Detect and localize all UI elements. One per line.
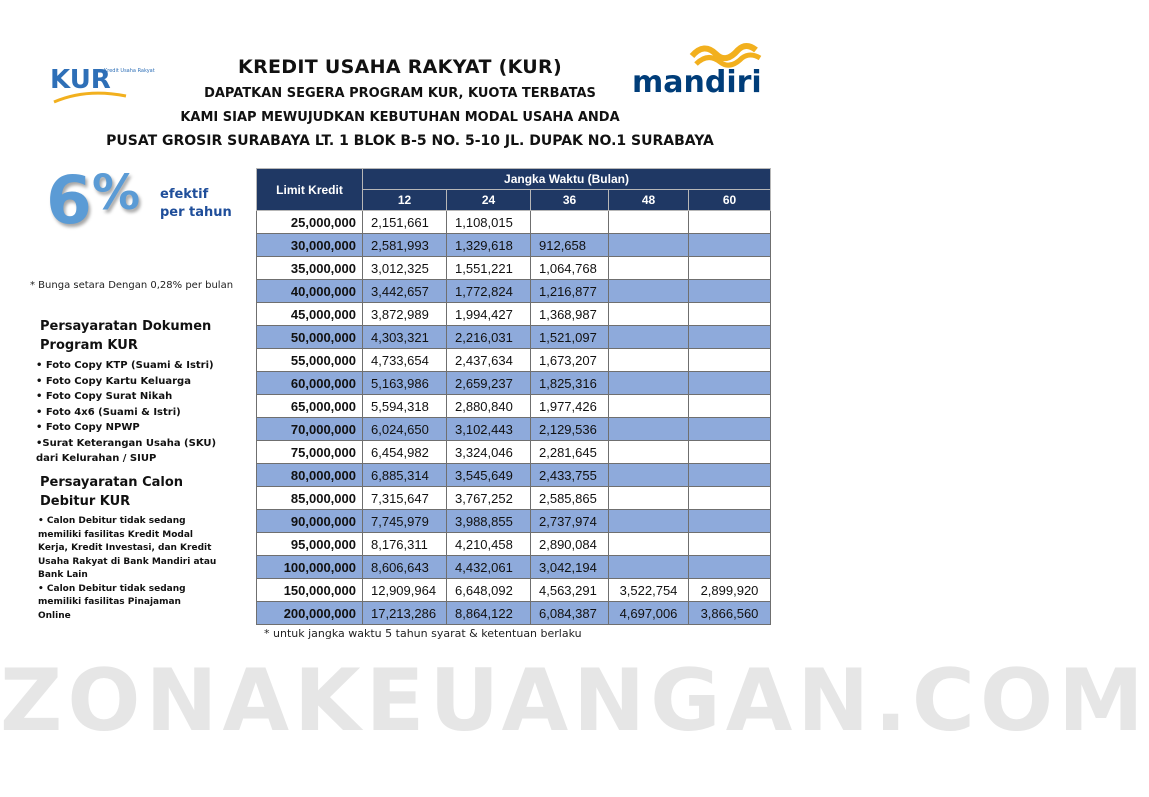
installment-cell: 3,767,252 [447,487,531,510]
list-item: Kerja, Kredit Investasi, dan Kredit [38,543,212,553]
installment-cell: 3,012,325 [363,257,447,280]
header-line-3: KAMI SIAP MEWUJUDKAN KEBUTUHAN MODAL USAHA ANDA [180,110,620,125]
installment-cell [609,303,689,326]
table-row [257,533,771,556]
installment-cell: 2,216,031 [447,326,531,349]
installment-cell [609,234,689,257]
installment-cell [689,487,771,510]
table-row [257,326,771,349]
table-row [257,303,771,326]
rate-note: * Bunga setara Dengan 0,28% per bulan [30,280,234,291]
list-item: • Foto 4x6 (Suami & Istri) [36,406,181,418]
list-item: • Calon Debitur tidak sedang [38,583,186,594]
installment-cell [609,533,689,556]
installment-cell: 7,745,979 [363,510,447,533]
installment-cell: 1,521,097 [531,326,609,349]
rate-number: 6 [46,162,92,239]
installment-cell: 5,163,986 [363,372,447,395]
list-item: • Foto Copy KTP (Suami & Istri) [36,360,214,371]
installment-cell [609,510,689,533]
period-col-header: 60 [689,190,771,211]
limit-header: Limit Kredit [257,169,363,211]
table-row [257,280,771,303]
installment-cell: 2,281,645 [531,441,609,464]
kur-logo-small-text: Kredit Usaha Rakyat [104,68,155,74]
list-item: memiliki fasilitas Pinajaman [38,597,181,607]
limit-cell: 35,000,000 [257,257,363,280]
installment-cell: 912,658 [531,234,609,257]
installment-cell [689,303,771,326]
table-row [257,211,771,234]
list-item: Online [38,610,71,621]
table-row [257,234,771,257]
rate-value [46,162,141,239]
installment-cell [689,395,771,418]
dokumen-list [36,358,216,467]
dokumen-heading [40,317,211,355]
installment-cell: 1,673,207 [531,349,609,372]
debitur-heading [40,473,183,511]
page-title: KREDIT USAHA RAKYAT (KUR) [238,56,562,78]
limit-cell: 30,000,000 [257,234,363,257]
installment-cell: 12,909,964 [363,579,447,602]
installment-cell: 3,324,046 [447,441,531,464]
installment-cell: 3,872,989 [363,303,447,326]
installment-cell: 1,329,618 [447,234,531,257]
table-row [257,372,771,395]
period-col-header: 36 [531,190,609,211]
installment-cell: 2,585,865 [531,487,609,510]
installment-cell [689,257,771,280]
installment-cell: 4,733,654 [363,349,447,372]
dokumen-title-2: Program KUR [40,338,138,353]
installment-cell: 3,442,657 [363,280,447,303]
installment-cell: 6,648,092 [447,579,531,602]
installment-cell: 6,084,387 [531,602,609,625]
installment-cell: 4,303,321 [363,326,447,349]
list-item: Usaha Rakyat di Bank Mandiri atau [38,556,217,567]
installment-cell: 8,176,311 [363,533,447,556]
installment-cell: 4,432,061 [447,556,531,579]
installment-cell: 1,825,316 [531,372,609,395]
installment-cell: 2,437,634 [447,349,531,372]
installment-cell: 4,697,006 [609,602,689,625]
installment-cell: 6,885,314 [363,464,447,487]
rate-line-1: efektif [160,187,209,202]
table-row [257,510,771,533]
installment-cell [609,464,689,487]
installment-cell: 3,988,855 [447,510,531,533]
installment-cell: 2,890,084 [531,533,609,556]
installment-cell: 8,864,122 [447,602,531,625]
installment-cell [689,234,771,257]
installment-cell [609,441,689,464]
limit-cell: 75,000,000 [257,441,363,464]
installment-cell [609,395,689,418]
table-row [257,464,771,487]
limit-cell: 85,000,000 [257,487,363,510]
installment-cell: 1,551,221 [447,257,531,280]
installment-cell [609,280,689,303]
installment-cell: 8,606,643 [363,556,447,579]
debitur-title-2: Debitur KUR [40,494,131,509]
installment-cell [689,326,771,349]
installment-cell [609,556,689,579]
installment-cell: 2,899,920 [689,579,771,602]
watermark: ZONAKEUANGAN.COM [0,651,1149,751]
installment-cell: 3,042,194 [531,556,609,579]
limit-cell: 90,000,000 [257,510,363,533]
installment-cell [609,487,689,510]
table-note: * untuk jangka waktu 5 tahun syarat & ketentuan berlaku [264,627,582,640]
installment-cell: 6,454,982 [363,441,447,464]
table-row [257,487,771,510]
installment-cell [689,441,771,464]
installment-cell: 2,659,237 [447,372,531,395]
table-row [257,257,771,280]
list-item: Bank Lain [38,570,88,580]
limit-cell: 25,000,000 [257,211,363,234]
list-item: • Calon Debitur tidak sedang [38,516,186,526]
installment-cell: 2,581,993 [363,234,447,257]
limit-cell: 65,000,000 [257,395,363,418]
limit-cell: 40,000,000 [257,280,363,303]
table-body [257,211,771,625]
installment-cell: 3,545,649 [447,464,531,487]
rate-percent-sign: % [91,165,141,221]
table-row [257,441,771,464]
installment-cell [689,464,771,487]
installment-cell: 2,880,840 [447,395,531,418]
installment-cell: 4,210,458 [447,533,531,556]
limit-cell: 70,000,000 [257,418,363,441]
list-item: • Foto Copy Surat Nikah [36,391,173,402]
installment-table [256,168,771,625]
period-col-header: 12 [363,190,447,211]
installment-cell: 1,216,877 [531,280,609,303]
installment-cell: 3,522,754 [609,579,689,602]
mandiri-logo-text: mandiri [632,65,762,100]
installment-cell [609,349,689,372]
limit-cell: 100,000,000 [257,556,363,579]
installment-cell: 5,594,318 [363,395,447,418]
installment-cell [689,211,771,234]
period-col-header: 48 [609,190,689,211]
list-item: • Foto Copy NPWP [36,422,140,433]
installment-cell: 1,977,426 [531,395,609,418]
debitur-title-1: Persayaratan Calon [40,475,184,490]
rate-description [160,186,232,222]
table-row [257,418,771,441]
limit-cell: 50,000,000 [257,326,363,349]
installment-cell: 17,213,286 [363,602,447,625]
list-item: dari Kelurahan / SIUP [36,453,157,464]
limit-cell: 150,000,000 [257,579,363,602]
installment-cell [689,418,771,441]
table-row [257,556,771,579]
installment-cell [689,533,771,556]
rate-line-2: per tahun [160,205,232,220]
installment-cell [689,372,771,395]
installment-cell [609,418,689,441]
table-row [257,579,771,602]
limit-cell: 95,000,000 [257,533,363,556]
installment-cell [609,326,689,349]
installment-cell [609,372,689,395]
installment-cell [531,211,609,234]
limit-cell: 55,000,000 [257,349,363,372]
installment-cell [689,510,771,533]
list-item: • Foto Copy Kartu Keluarga [36,375,191,387]
installment-cell: 4,563,291 [531,579,609,602]
installment-cell: 1,108,015 [447,211,531,234]
header-address: PUSAT GROSIR SURABAYA LT. 1 BLOK B-5 NO. 5-10 JL. DUPAK NO.1 SURABAYA [106,133,714,149]
installment-cell: 1,368,987 [531,303,609,326]
installment-cell [609,211,689,234]
limit-cell: 200,000,000 [257,602,363,625]
limit-cell: 60,000,000 [257,372,363,395]
debitur-list [38,515,216,623]
limit-cell: 45,000,000 [257,303,363,326]
header-line-2: DAPATKAN SEGERA PROGRAM KUR, KUOTA TERBATAS [204,86,596,101]
period-col-header: 24 [447,190,531,211]
installment-cell: 6,024,650 [363,418,447,441]
table-row [257,349,771,372]
installment-cell: 7,315,647 [363,487,447,510]
installment-cell: 2,151,661 [363,211,447,234]
installment-cell: 3,866,560 [689,602,771,625]
dokumen-title-1: Persayaratan Dokumen [40,319,212,334]
installment-cell: 1,772,824 [447,280,531,303]
installment-cell [689,280,771,303]
installment-cell [689,349,771,372]
installment-cell: 2,433,755 [531,464,609,487]
installment-cell [689,556,771,579]
table-row [257,395,771,418]
list-item: •Surat Keterangan Usaha (SKU) [36,437,217,449]
list-item: memiliki fasilitas Kredit Modal [38,529,194,540]
period-header: Jangka Waktu (Bulan) [363,169,771,190]
installment-cell: 1,994,427 [447,303,531,326]
installment-cell: 2,129,536 [531,418,609,441]
limit-cell: 80,000,000 [257,464,363,487]
installment-cell [609,257,689,280]
installment-cell: 3,102,443 [447,418,531,441]
installment-cell: 2,737,974 [531,510,609,533]
table-row [257,602,771,625]
installment-cell: 1,064,768 [531,257,609,280]
kur-logo-letters: KUR [50,65,111,95]
